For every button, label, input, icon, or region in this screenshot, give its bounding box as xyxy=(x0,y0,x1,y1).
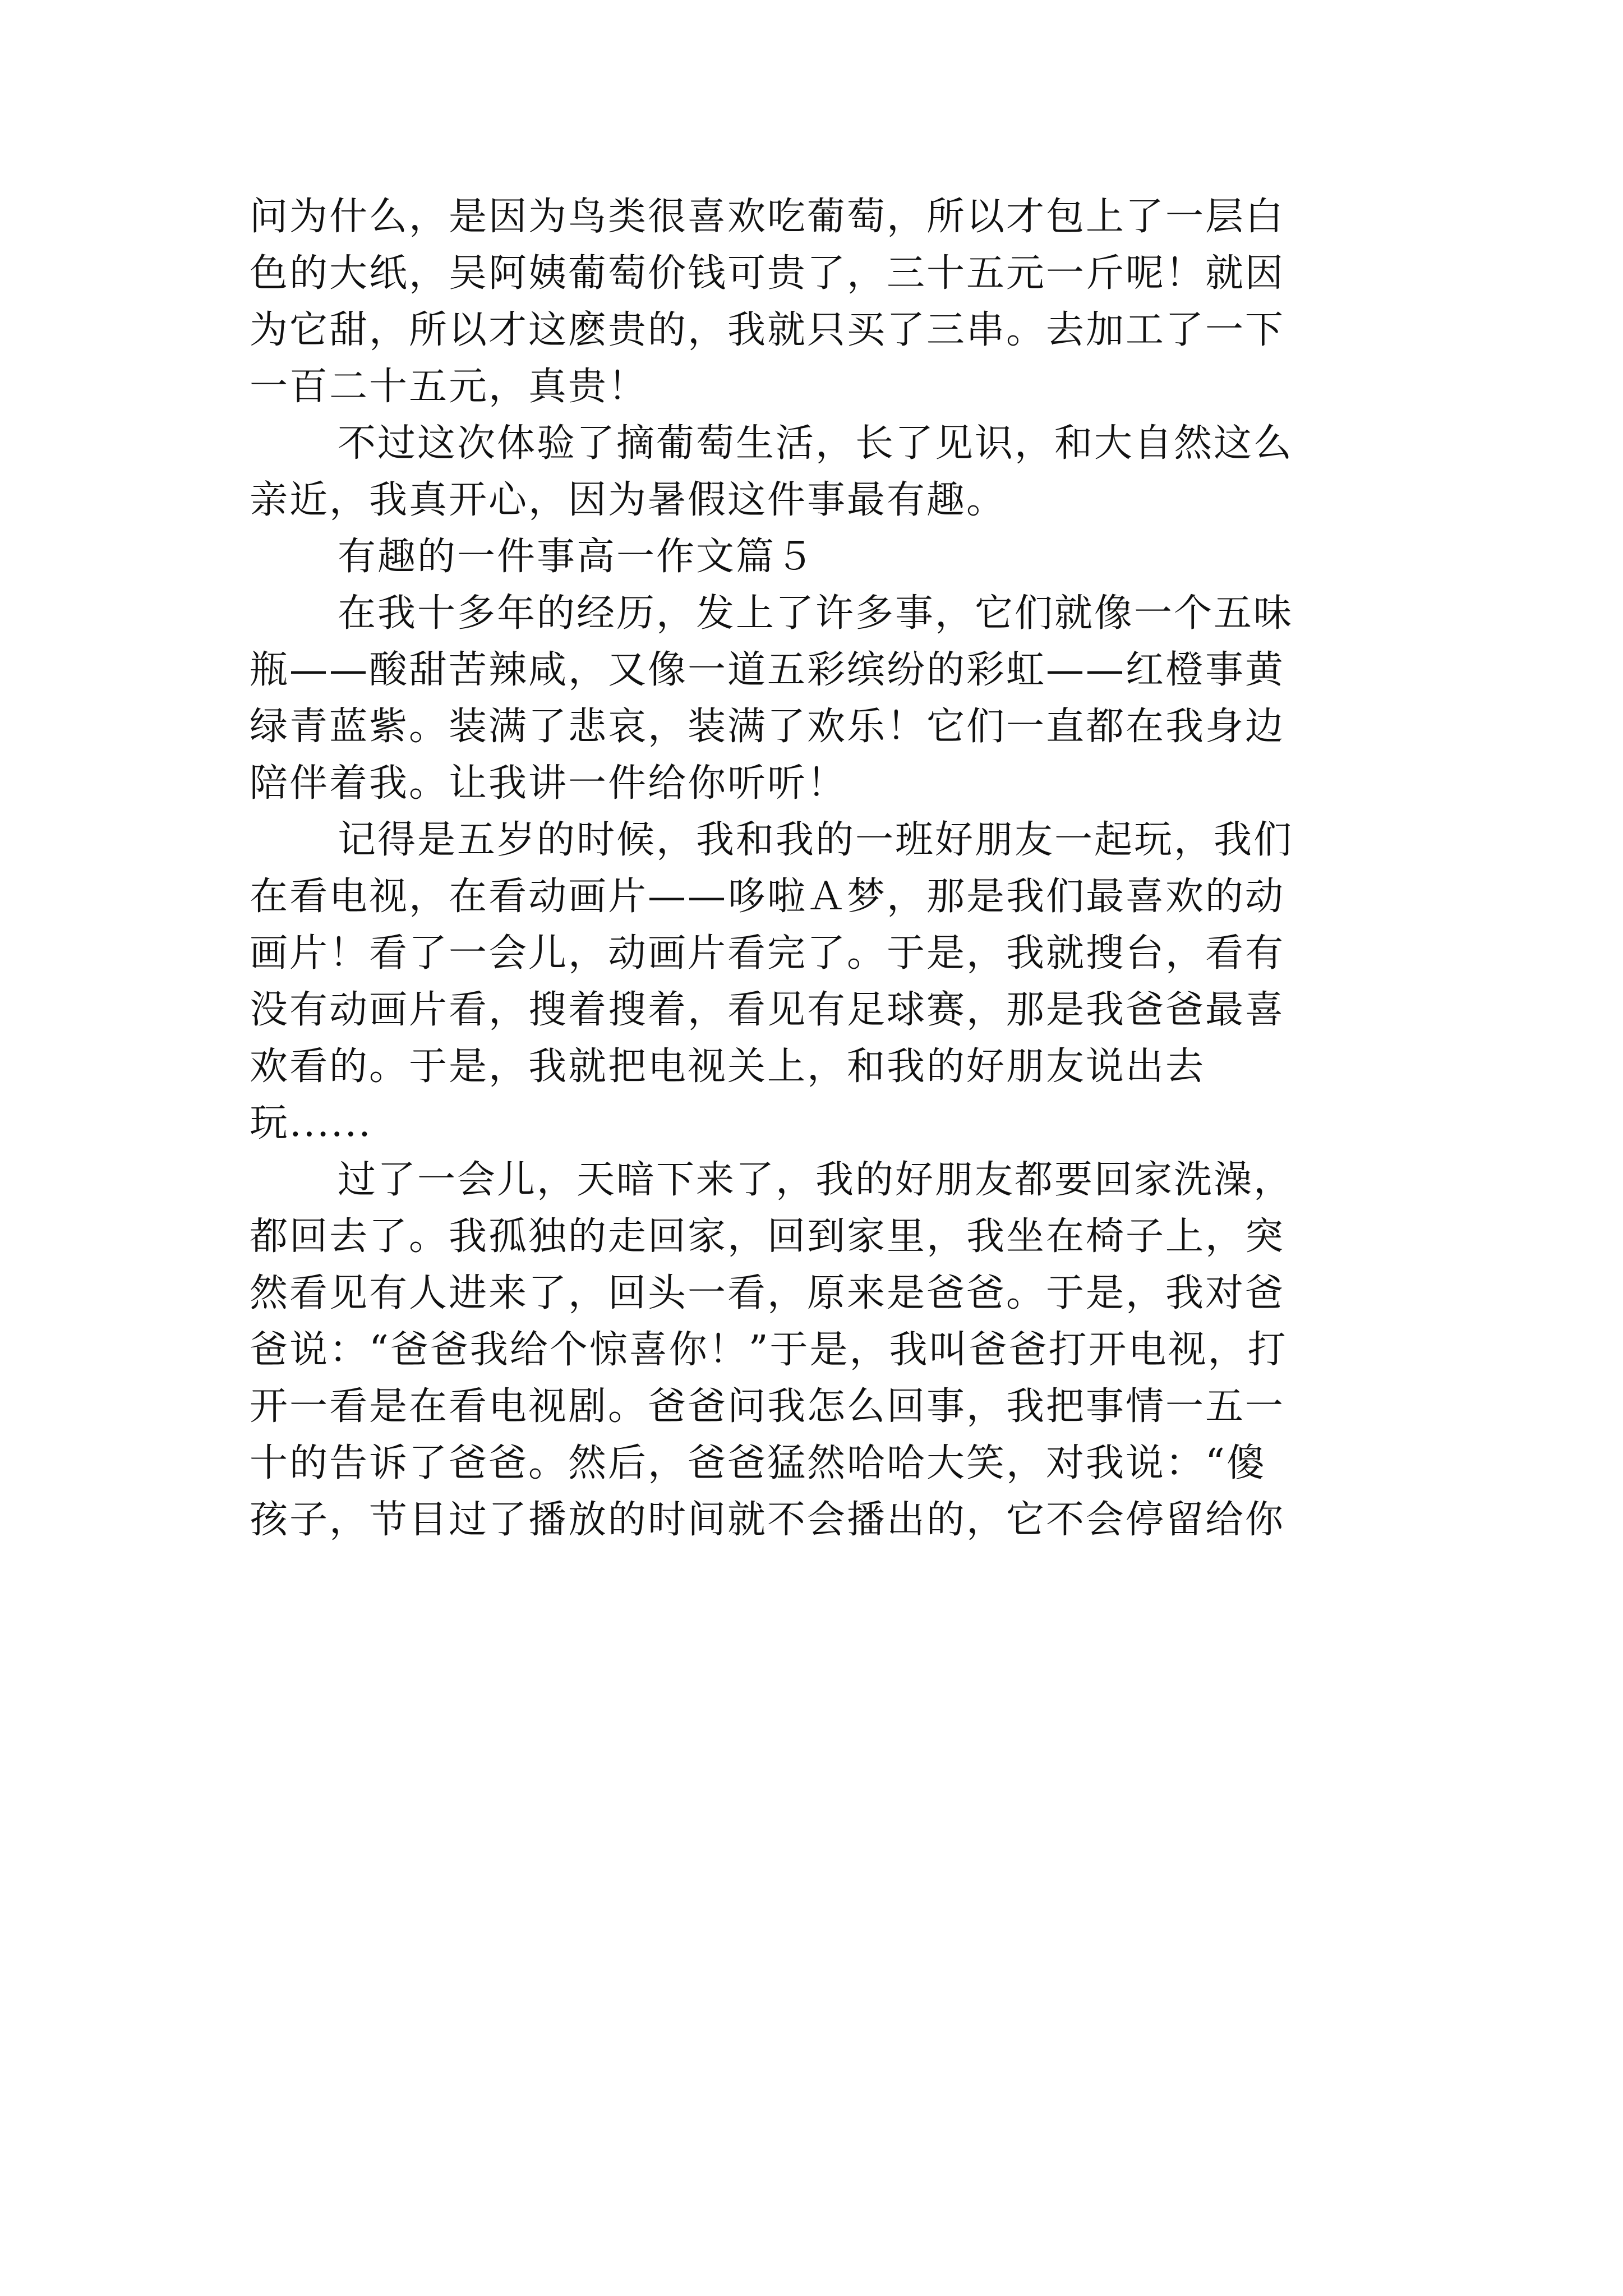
text-line: 问为什么，是因为鸟类很喜欢吃葡萄，所以才包上了一层白 xyxy=(250,195,1285,239)
text-line: 都回去了。我孤独的走回家，回到家里，我坐在椅子上，突 xyxy=(250,1214,1285,1259)
text-line: 玩...... xyxy=(250,1101,372,1145)
text-line: 在看电视，在看动画片——哆啦Ａ梦，那是我们最喜欢的动 xyxy=(250,875,1285,919)
section-heading: 有趣的一件事高一作文篇５ xyxy=(338,535,816,579)
text-line: 十的告诉了爸爸。然后，爸爸猛然哈哈大笑，对我说：“傻 xyxy=(250,1441,1266,1485)
paragraph-first-line: 过了一会儿，天暗下来了，我的好朋友都要回家洗澡， xyxy=(338,1158,1294,1202)
text-line: 没有动画片看，搜着搜着，看见有足球赛，那是我爸爸最喜 xyxy=(250,988,1285,1032)
document-body xyxy=(250,188,1394,1548)
text-line: 开一看是在看电视剧。爸爸问我怎么回事，我把事情一五一 xyxy=(250,1384,1285,1429)
text-line: 爸说：“爸爸我给个惊喜你！”于是，我叫爸爸打开电视，打 xyxy=(250,1328,1288,1372)
text-line: 画片！看了一会儿，动画片看完了。于是，我就搜台，看有 xyxy=(250,931,1285,976)
text-line: 为它甜，所以才这麽贵的，我就只买了三串。去加工了一下 xyxy=(250,308,1285,352)
text-line: 瓶——酸甜苦辣咸，又像一道五彩缤纷的彩虹——红橙事黄 xyxy=(250,648,1285,692)
text-line: 孩子，节目过了播放的时间就不会播出的，它不会停留给你 xyxy=(250,1498,1285,1542)
text-line: 一百二十五元，真贵！ xyxy=(250,365,648,409)
text-line: 欢看的。于是，我就把电视关上，和我的好朋友说出去 xyxy=(250,1045,1206,1089)
text-line: 亲近，我真开心，因为暑假这件事最有趣。 xyxy=(250,478,1007,522)
paragraph-first-line: 在我十多年的经历，发上了许多事，它们就像一个五味 xyxy=(338,591,1294,636)
text-line: 绿青蓝紫。装满了悲哀，装满了欢乐！它们一直都在我身边 xyxy=(250,705,1285,749)
text-line: 陪伴着我。让我讲一件给你听听！ xyxy=(250,761,847,806)
text-line: 然看见有人进来了，回头一看，原来是爸爸。于是，我对爸 xyxy=(250,1271,1285,1315)
text-line: 色的大纸，吴阿姨葡萄价钱可贵了，三十五元一斤呢！就因 xyxy=(250,251,1285,296)
paragraph-first-line: 不过这次体验了摘葡萄生活，长了见识，和大自然这么 xyxy=(338,421,1294,466)
paragraph-first-line: 记得是五岁的时候，我和我的一班好朋友一起玩，我们 xyxy=(338,818,1294,862)
